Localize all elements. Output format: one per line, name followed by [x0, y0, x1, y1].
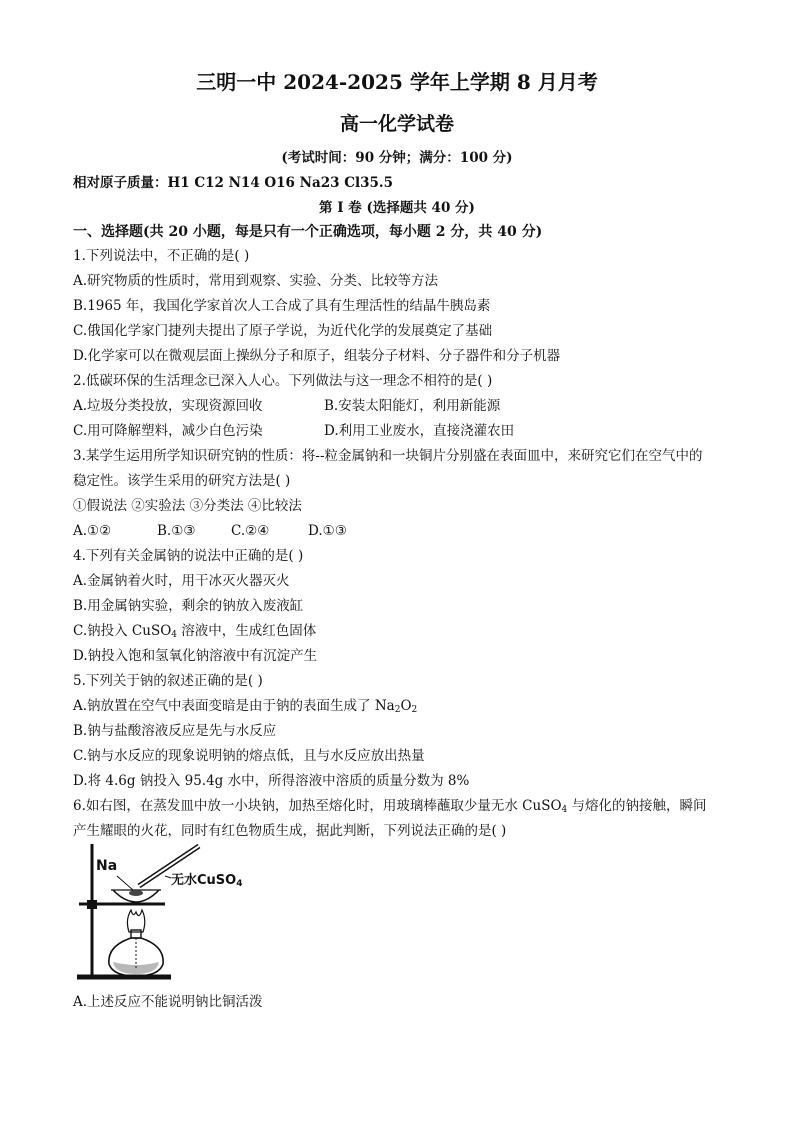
- atomic-masses: 相对原子质量：H1 C12 N14 O16 Na23 Cl35.5: [73, 175, 393, 191]
- q4-option-c-pre: C.钠投入 CuSO: [73, 623, 172, 639]
- q3-methods: ①假说法 ②实验法 ③分类法 ④比较法: [73, 498, 302, 514]
- q4-option-a: A.金属钠着火时，用干冰灭火器灭火: [73, 573, 290, 589]
- q5-stem: 5.下列关于钠的叙述正确的是( ): [73, 673, 263, 689]
- q4-option-c: [73, 621, 316, 641]
- exam-title: 三明一中 2024-2025 学年上学期 8 月月考: [196, 70, 598, 94]
- part-label: 第 I 卷 (选择题共 40 分): [319, 200, 475, 216]
- q3-stem-line2: 稳定性。该学生采用的研究方法是( ): [73, 473, 291, 489]
- q4-option-d: D.钠投入饱和氢氧化钠溶液中有沉淀产生: [73, 648, 318, 664]
- q4-option-c-post: 溶液中，生成红色固体: [177, 623, 317, 639]
- q2-options-cd: [73, 421, 514, 441]
- q3-stem-line1: 3.某学生运用所学知识研究钠的性质：将--粒金属钠和一块铜片分别盛在表面皿中，来研究它们在空气中的: [73, 448, 703, 464]
- exam-time-info: (考试时间：90 分钟；满分：100 分): [281, 150, 513, 166]
- exam-subtitle: 高一化学试卷: [339, 113, 454, 135]
- q2-stem: 2.低碳环保的生活理念已深入人心。下列做法与这一理念不相符的是( ): [73, 373, 493, 389]
- q3-option-d: D.①③: [308, 523, 347, 539]
- q5-option-c: C.钠与水反应的现象说明钠的熔点低，且与水反应放出热量: [73, 748, 425, 764]
- q1-option-d: D.化学家可以在微观层面上操纵分子和原子，组装分子材料、分子器件和分子机器: [73, 348, 561, 364]
- q3-option-c: C.②④: [231, 523, 270, 539]
- q2-option-b: B.安装太阳能灯，利用新能源: [324, 398, 501, 414]
- q1-option-b: B.1965 年，我国化学家首次人工合成了具有生理活性的结晶牛胰岛素: [73, 298, 491, 314]
- q4-option-c-sub: 4: [171, 630, 178, 640]
- q4-stem: 4.下列有关金属钠的说法中正确的是( ): [73, 548, 304, 564]
- q5-option-a-sub1: 2: [394, 705, 401, 715]
- q6-stem-line2: 产生耀眼的火花，同时有红色物质生成，据此判断，下列说法正确的是( ): [73, 823, 507, 839]
- q5-option-b: B.钠与盐酸溶液反应是先与水反应: [73, 723, 277, 739]
- q5-option-a: [73, 696, 417, 716]
- q3-option-b: B.①③: [157, 523, 196, 539]
- q5-option-a-pre: A.钠放置在空气中表面变暗是由于钠的表面生成了 Na: [73, 698, 395, 714]
- section-heading: 一、选择题(共 20 小题，每是只有一个正确选项，每小题 2 分，共 40 分): [73, 224, 543, 240]
- na-pointer: [117, 876, 133, 890]
- q1-option-a: A.研究物质的性质时，常用到观察、实验、分类、比较等方法: [73, 273, 439, 289]
- q2-options-ab: [73, 396, 500, 416]
- q5-option-d: D.将 4.6g 钠投入 95.4g 水中，所得溶液中溶质的质量分数为 8%: [73, 773, 470, 789]
- apparatus-figure: [73, 840, 263, 985]
- q2-option-c: C.用可降解塑料，减少白色污染: [73, 423, 263, 439]
- lamp-wick-holder: [131, 930, 141, 938]
- q4-option-b: B.用金属钠实验，剩余的钠放入废液缸: [73, 598, 304, 614]
- figure-label-cuso4-sub: 4: [236, 879, 243, 889]
- q6-stem-line1: [73, 796, 707, 816]
- clamp-knob: [87, 900, 97, 909]
- q6-stem-line1-pre: 6.如右图，在蒸发皿中放一小块钠，加热至熔化时，用玻璃棒蘸取少量无水 CuSO: [73, 798, 562, 814]
- q1-stem: 1.下列说法中，不正确的是( ): [73, 248, 250, 264]
- q3-options: [73, 521, 347, 541]
- q2-option-a: A.垃圾分类投放，实现资源回收: [73, 398, 263, 414]
- q5-option-a-mid: O: [400, 698, 412, 714]
- sodium-piece: [129, 890, 143, 896]
- q5-option-a-sub2: 2: [411, 705, 418, 715]
- q6-stem-line1-post: 与熔化的钠接触，瞬间: [567, 798, 707, 814]
- q6-option-a: A.上述反应不能说明钠比铜活泼: [73, 994, 263, 1010]
- q6-stem-line1-sub: 4: [561, 805, 568, 815]
- figure-label-cuso4: [171, 869, 242, 888]
- q3-option-a: A.①②: [73, 523, 112, 539]
- q1-option-c: C.俄国化学家门捷列夫提出了原子学说，为近代化学的发展奠定了基础: [73, 323, 493, 339]
- q2-option-d: D.利用工业废水，直接浇灌农田: [324, 423, 515, 439]
- flame: [127, 910, 144, 932]
- figure-label-na: Na: [96, 858, 118, 874]
- figure-label-cuso4-text: 无水CuSO: [171, 873, 237, 888]
